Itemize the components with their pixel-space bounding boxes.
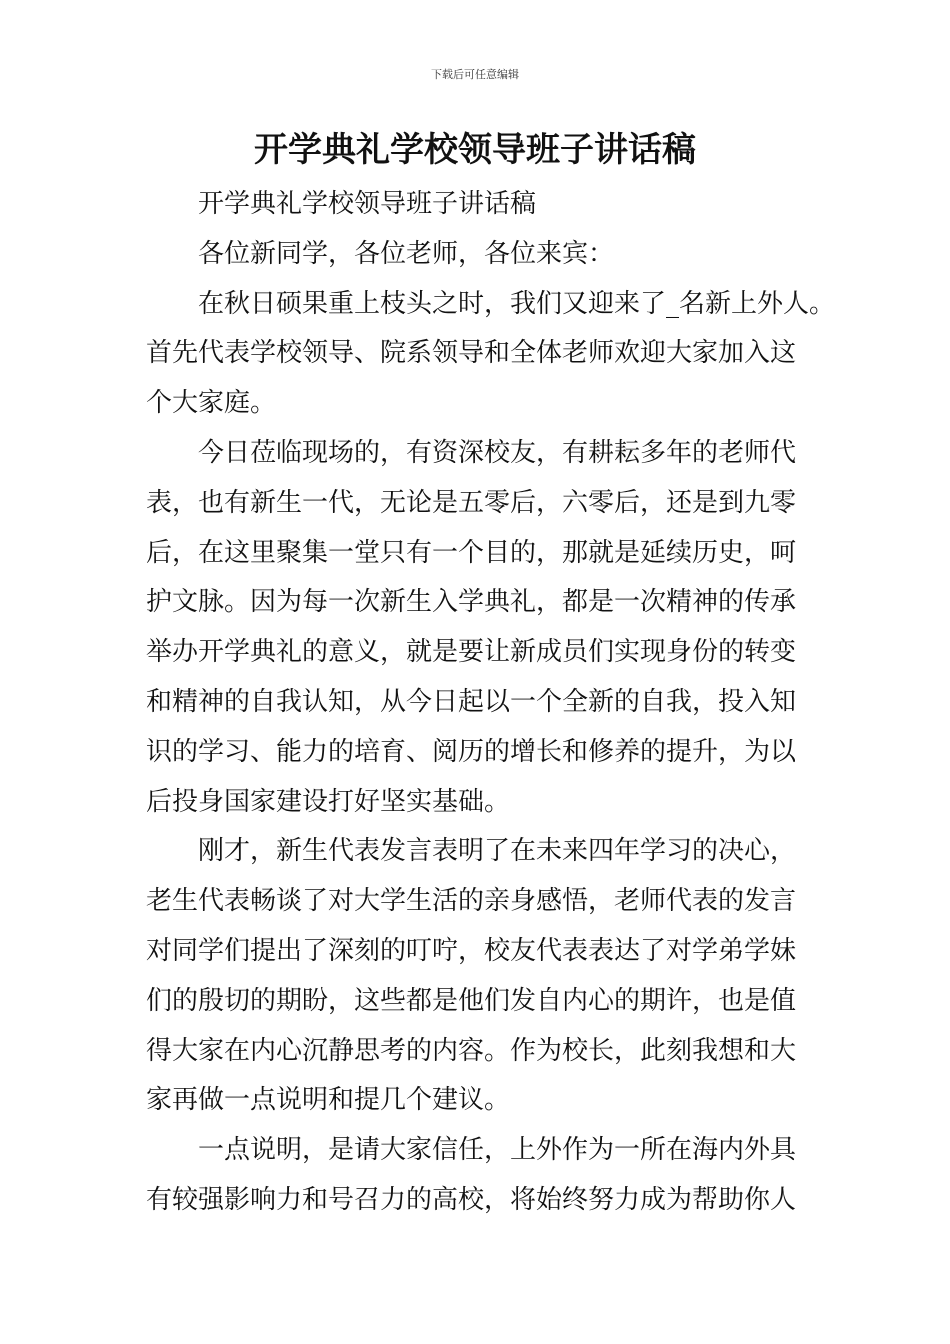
body-text-line: 一点说明，是请大家信任，上外作为一所在海内外具	[198, 1135, 797, 1166]
body-text-line: 对同学们提出了深刻的叮咛，校友代表表达了对学弟学妹	[146, 935, 797, 966]
body-text-line: 识的学习、能力的培育、阅历的增长和修养的提升，为以	[146, 736, 797, 767]
document-title: 开学典礼学校领导班子讲话稿	[254, 130, 696, 170]
body-text-line: 后投身国家建设打好坚实基础。	[146, 786, 511, 817]
body-text-line: 开学典礼学校领导班子讲话稿	[198, 189, 537, 219]
body-text-line: 首先代表学校领导、院系领导和全体老师欢迎大家加入这	[146, 338, 797, 369]
body-text-line: 今日莅临现场的，有资深校友，有耕耘多年的老师代	[198, 437, 797, 468]
body-text-line: 得大家在内心沉静思考的内容。作为校长，此刻我想和大	[146, 1035, 797, 1066]
body-text-line: 护文脉。因为每一次新生入学典礼，都是一次精神的传承	[146, 587, 797, 618]
body-text-line: 在秋日硕果重上枝头之时，我们又迎来了_名新上外人。	[198, 288, 836, 319]
body-text-line: 和精神的自我认知，从今日起以一个全新的自我，投入知	[146, 686, 797, 717]
document-body	[146, 180, 836, 1226]
body-text-line: 后，在这里聚集一堂只有一个目的，那就是延续历史，呵	[146, 537, 797, 568]
body-text-line: 们的殷切的期盼，这些都是他们发自内心的期许，也是值	[146, 985, 797, 1016]
body-text-line: 老生代表畅谈了对大学生活的亲身感悟，老师代表的发言	[146, 886, 797, 917]
body-text-line: 有较强影响力和号召力的高校，将始终努力成为帮助你人	[146, 1184, 797, 1215]
page-header-note: 下载后可任意编辑	[431, 68, 519, 81]
body-text-line: 个大家庭。	[146, 388, 277, 419]
body-text-line: 举办开学典礼的意义，就是要让新成员们实现身份的转变	[146, 637, 797, 668]
body-text-line: 表，也有新生一代，无论是五零后，六零后，还是到九零	[146, 487, 797, 518]
body-text-line: 家再做一点说明和提几个建议。	[146, 1085, 511, 1116]
body-text-line: 刚才，新生代表发言表明了在未来四年学习的决心，	[198, 836, 797, 867]
body-text-line: 各位新同学，各位老师，各位来宾：	[198, 238, 615, 269]
